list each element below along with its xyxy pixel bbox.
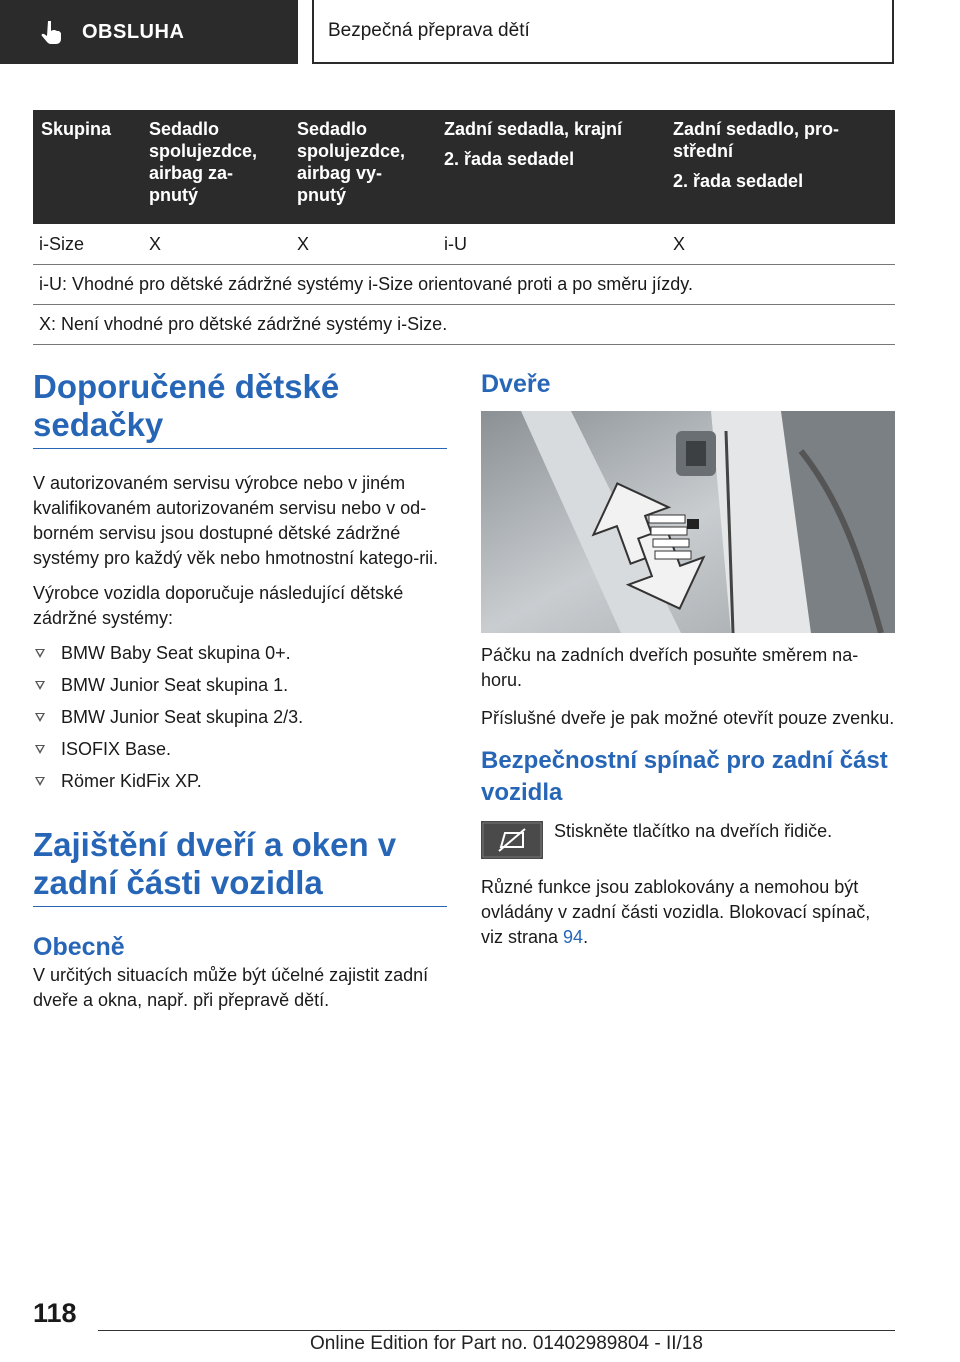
table-cell: i-Size <box>39 234 85 254</box>
paragraph: Páčku na zadních dveřích posuňte směrem na-horu. <box>481 645 859 690</box>
list-item: BMW Junior Seat skupina 1. <box>33 673 447 698</box>
list-item: BMW Junior Seat skupina 2/3. <box>33 705 447 730</box>
footer-divider <box>98 1330 895 1331</box>
page-number: 118 <box>33 1298 77 1328</box>
triangle-bullet-icon <box>35 745 45 754</box>
child-lock-button-icon <box>481 821 543 859</box>
section-tab[interactable] <box>0 0 298 64</box>
table-note: X: Není vhodné pro dětské zádržné systémy i-Size. <box>33 305 895 345</box>
section-label: OBSLUHA <box>82 20 185 43</box>
list-item: BMW Baby Seat skupina 0+. <box>33 641 447 666</box>
heading-door-window-locks: Zajištění dveří a oken v zadní části vozidla <box>33 826 397 901</box>
heading-recommended-seats: Doporučené dětské sedačky <box>33 368 340 443</box>
paragraph: Příslušné dveře je pak možné otevřít pouze zvenku. <box>481 708 895 728</box>
table-header <box>33 110 895 224</box>
table-cell: X <box>673 234 686 254</box>
switch-instruction <box>481 819 895 863</box>
paragraph: Výrobce vozidla doporučuje následující dětské zádržné systémy: <box>33 583 404 628</box>
triangle-bullet-icon <box>35 649 45 658</box>
left-column <box>33 368 447 1013</box>
paragraph: V autorizovaném servisu výrobce nebo v jiném kvalifikovaném autorizovaném servisu nebo v od-borném servisu jsou dostupné dětské zádržné systémy pro každý věk nebo hmotnostní katego-rii. <box>33 473 439 568</box>
table-header-cell: Skupina <box>41 119 112 139</box>
triangle-bullet-icon <box>35 713 45 722</box>
table-header-cell: Sedadlo spolujezdce, airbag vy- pnutý <box>297 119 406 205</box>
list-item: Römer KidFix XP. <box>33 769 447 794</box>
switch-instruction-text: Stiskněte tlačítko na dveřích řidiče. <box>554 821 833 841</box>
edition-footer: Online Edition for Part no. 01402989804 - II/18 <box>310 1333 703 1354</box>
recommended-seats-list <box>33 641 447 794</box>
child-seat-table <box>33 110 895 345</box>
heading-doors: Dveře <box>481 370 551 398</box>
table-cell: X <box>149 234 162 254</box>
triangle-bullet-icon <box>35 777 45 786</box>
table-cell: X <box>297 234 310 254</box>
heading-safety-switch: Bezpečnostní spínač pro zadní část vozidla <box>481 747 888 806</box>
chapter-title: Bezpečná přeprava dětí <box>312 0 894 64</box>
paragraph: Různé funkce jsou zablokovány a nemohou být ovládány v zadní části vozidla. Blokovací spínač, viz strana 94. <box>481 877 871 947</box>
triangle-bullet-icon <box>35 681 45 690</box>
table-cell: i-U <box>444 234 467 254</box>
page-link[interactable]: 94 <box>563 927 584 947</box>
right-column <box>481 368 895 950</box>
door-lever-image <box>481 411 895 633</box>
table-header-cell: Sedadlo spolujezdce, airbag za- pnutý <box>149 119 258 205</box>
list-item: ISOFIX Base. <box>33 737 447 762</box>
table-header-cell: Zadní sedadlo, pro- střední 2. řada sedadel <box>673 119 840 191</box>
table-note: i-U: Vhodné pro dětské zádržné systémy i-Size orientované proti a po směru jízdy. <box>33 265 895 305</box>
hand-pointer-icon <box>38 18 66 46</box>
table-row <box>33 224 895 265</box>
table-header-cell: Zadní sedadla, krajní 2. řada sedadel <box>444 119 623 169</box>
heading-general: Obecně <box>33 933 125 961</box>
paragraph: V určitých situacích může být účelné zajistit zadní dveře a okna, např. při přepravě dětí. <box>33 965 429 1010</box>
